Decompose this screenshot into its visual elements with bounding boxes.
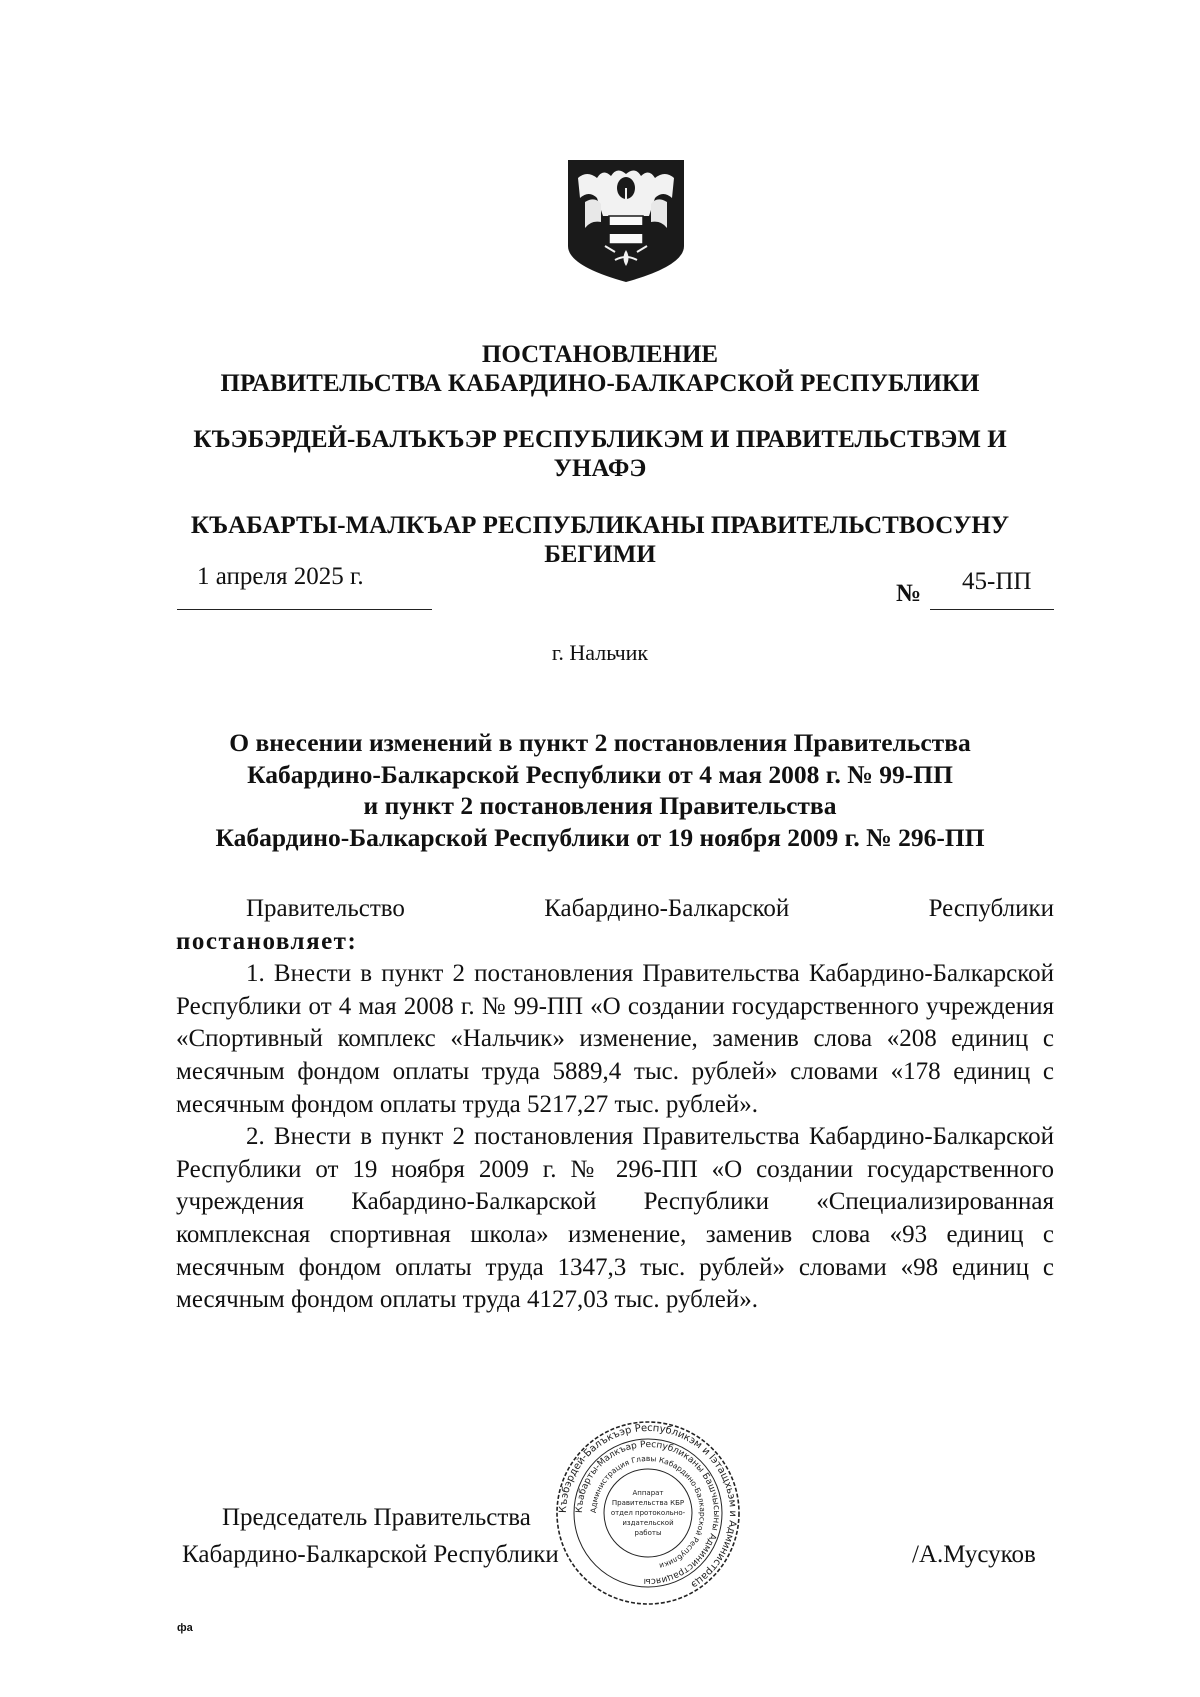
stamp-outer-text: Къэбэрдей-Балъкъэр Республикэм и Іэтащхьэм и Администрацэ <box>557 1422 739 1590</box>
preamble-word: Республики <box>928 895 1054 922</box>
document-number: 45-ПП <box>962 568 1032 595</box>
signatory-name-text: А.Мусуков <box>918 1541 1036 1568</box>
stamp-middle-text: Къабарты-Малкъар Республиканы Башчысыны Администрациясы <box>574 1439 722 1587</box>
date-underline <box>177 609 432 610</box>
preamble-word: Правительство <box>246 895 405 922</box>
kabardian-title-line2: УНАФЭ <box>553 455 647 482</box>
title-line-4: Кабардино-Балкарской Республики от 19 ноября 2009 г. № 296-ПП <box>215 822 985 852</box>
item-1: 1. Внести в пункт 2 постановления Правительства Кабардино-Балкарской Республики от 4 мая 2008 г. № 99-ПП «О создании государственного учреждения «Спортивный комплекс «Нальчик» изменение, заменив слова «208 единиц с месячным фондом оплаты труда 5889,4 тыс. рублей» словами «178 единиц с месячным фондом оплаты труда 5217,27 тыс. рублей». <box>176 960 1054 1118</box>
stamp-center-line4: издательской <box>622 1519 674 1527</box>
resolves-word: постановляет: <box>176 927 358 955</box>
signatory-position-line1: Председатель Правительства <box>222 1504 531 1531</box>
stamp-inner-text: Администрация Главы Кабардино-Балкарской Республики <box>588 1453 708 1571</box>
signature-mark: / <box>912 1541 919 1568</box>
balkar-title-line1: КЪАБАРТЫ-МАЛКЪАР РЕСПУБЛИКАНЫ ПРАВИТЕЛЬСТВОСУНУ <box>190 512 1010 539</box>
signatory-name <box>912 1541 1036 1569</box>
title-line-3: и пункт 2 постановления Правительства <box>363 791 837 820</box>
item-2: 2. Внести в пункт 2 постановления Правительства Кабардино-Балкарской Республики от 19 ноября 2009 г. № 296-ПП «О создании государственного учреждения Кабардино-Балкарской Республики «Специализированная комплексная спортивная школа» изменение, заменив слова «93 единиц с месячным фондом оплаты труда 1347,3 тыс. рублей» словами «98 единиц с месячным фондом оплаты труда 4127,03 тыс. рублей». <box>176 1123 1054 1314</box>
signatory-position-line2: Кабардино-Балкарской Республики <box>182 1541 559 1568</box>
number-underline <box>930 609 1054 610</box>
document-body <box>176 893 1054 1317</box>
title-line-1: О внесении изменений в пункт 2 постановления Правительства <box>229 728 971 757</box>
number-sign: № <box>896 580 922 607</box>
stamp-center-line2: Правительства КБР <box>611 1499 685 1507</box>
preamble-word: Кабардино-Балкарской <box>544 895 790 922</box>
city: г. Нальчик <box>551 640 649 665</box>
kabardian-title-line1: КЪЭБЭРДЕЙ-БАЛЪКЪЭР РЕСПУБЛИКЭМ И ПРАВИТЕЛЬСТВЭМ И <box>193 426 1007 453</box>
preamble-text <box>246 893 1054 926</box>
stamp-center-line1: Аппарат <box>632 1489 664 1497</box>
stamp-center-line3: отдел протокольно- <box>610 1509 686 1517</box>
document-date: 1 апреля 2025 г. <box>197 563 364 590</box>
document-title <box>0 727 1200 853</box>
page-footer-marker: фа <box>177 1622 193 1634</box>
document-type-title: ПОСТАНОВЛЕНИЕ <box>481 341 719 368</box>
preamble <box>176 893 1054 926</box>
balkar-title-line2: БЕГИМИ <box>544 541 656 568</box>
official-stamp <box>555 1420 741 1606</box>
title-line-2: Кабардино-Балкарской Республики от 4 мая 2008 г. № 99-ПП <box>247 759 953 789</box>
coat-of-arms-emblem <box>565 158 687 284</box>
issuing-authority: ПРАВИТЕЛЬСТВА КАБАРДИНО-БАЛКАРСКОЙ РЕСПУБЛИКИ <box>220 370 980 397</box>
stamp-center-line5: работы <box>634 1529 662 1537</box>
